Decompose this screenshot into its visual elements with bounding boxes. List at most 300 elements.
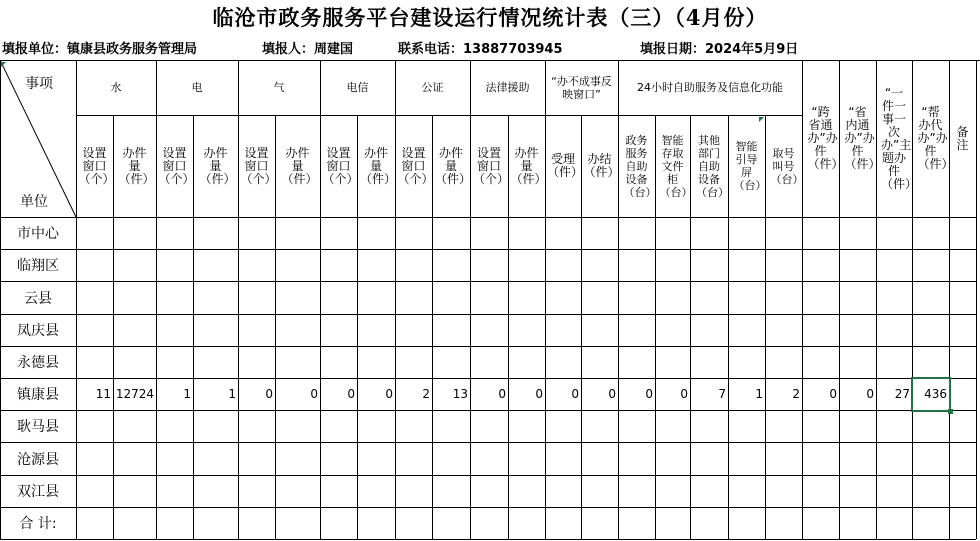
table-cell[interactable] [156,475,193,507]
sub-header-text: 设置窗口（个） [240,145,277,186]
table-cell[interactable] [655,249,690,281]
table-cell[interactable]: 2 [792,387,800,401]
table-cell[interactable] [690,442,728,475]
table-cell[interactable] [802,281,839,314]
table-cell[interactable] [238,410,275,442]
table-cell[interactable] [765,217,802,249]
table-cell[interactable] [802,346,839,378]
table-cell[interactable] [470,314,508,346]
table-cell[interactable]: 11 [95,387,111,401]
table-cell[interactable] [193,217,238,249]
table-cell[interactable] [728,217,765,249]
table-cell[interactable] [876,346,912,378]
table-cell[interactable] [76,217,113,249]
table-cell[interactable] [508,442,545,475]
table-cell[interactable] [395,442,432,475]
group-header: “办不成事反映窗口” [551,74,612,101]
table-cell[interactable] [432,346,470,378]
table-cell[interactable]: 0 [310,387,318,401]
table-cell[interactable] [912,346,949,378]
table-cell[interactable] [765,281,802,314]
table-cell[interactable] [76,314,113,346]
table-cell[interactable] [76,346,113,378]
table-cell[interactable] [508,217,545,249]
table-cell[interactable] [802,249,839,281]
table-cell[interactable] [690,475,728,507]
group-header: 气 [273,81,285,94]
sub-header [156,115,193,217]
table-cell[interactable] [802,507,839,539]
table-cell[interactable] [581,314,618,346]
table-cell[interactable] [728,507,765,539]
table-cell[interactable] [655,507,690,539]
sub-header [655,115,693,217]
table-cell[interactable] [275,475,320,507]
table-cell[interactable] [238,507,275,539]
table-cell[interactable]: 27 [894,387,910,401]
table-cell[interactable] [395,314,432,346]
table-cell[interactable] [690,281,728,314]
table-cell[interactable] [728,314,765,346]
table-cell[interactable] [395,281,432,314]
table-cell[interactable] [545,410,581,442]
table-cell[interactable] [690,217,728,249]
table-cell[interactable] [508,410,545,442]
group-header: 电 [191,81,203,94]
table-cell[interactable] [156,249,193,281]
table-cell[interactable] [113,281,156,314]
table-cell[interactable] [876,217,912,249]
table-cell[interactable] [320,410,357,442]
table-cell[interactable] [193,249,238,281]
table-cell[interactable] [839,442,876,475]
table-cell[interactable] [690,507,728,539]
sub-header-text: 办件量（件） [281,145,318,186]
table-cell[interactable] [912,475,949,507]
sub-header [508,115,545,217]
table-cell[interactable] [949,378,976,410]
table-cell[interactable] [76,410,113,442]
table-cell[interactable] [949,442,976,475]
table-cell[interactable] [113,442,156,475]
table-cell[interactable] [320,346,357,378]
table-cell[interactable] [193,346,238,378]
sub-header-text: 智能引导屏（台） [733,140,767,192]
table-cell[interactable]: 7 [718,387,726,401]
table-cell[interactable] [802,217,839,249]
table-cell[interactable] [357,475,395,507]
table-cell[interactable]: 1 [755,387,763,401]
table-cell[interactable] [470,410,508,442]
table-cell[interactable]: 0 [571,387,579,401]
table-cell[interactable] [470,475,508,507]
sub-header [395,115,432,217]
table-cell[interactable] [156,314,193,346]
table-cell[interactable] [581,249,618,281]
table-cell[interactable] [156,507,193,539]
table-cell[interactable] [765,410,802,442]
table-cell[interactable] [728,281,765,314]
row-label: 临翔区 [17,258,59,274]
row-label: 凤庆县 [17,323,59,339]
table-cell[interactable] [470,281,508,314]
table-cell[interactable] [618,410,655,442]
table-cell[interactable] [357,507,395,539]
table-cell[interactable] [508,507,545,539]
table-cell[interactable]: 0 [385,387,393,401]
group-header: 24小时自助服务及信息化功能 [637,81,783,94]
table-cell[interactable]: 1 [228,387,236,401]
sub-header-text: 其他部门自助设备（台） [696,133,729,199]
sub-header [238,115,275,217]
table-cell[interactable] [395,249,432,281]
table-cell[interactable] [912,314,949,346]
table-cell[interactable] [113,249,156,281]
table-cell[interactable] [839,346,876,378]
table-cell[interactable] [802,410,839,442]
table-cell[interactable]: 0 [680,387,688,401]
table-cell[interactable] [113,410,156,442]
single-header-text: “跨省通办”办件（件） [807,105,844,171]
table-cell[interactable] [432,249,470,281]
sub-header [357,115,395,217]
table-cell[interactable] [113,346,156,378]
table-cell[interactable] [470,507,508,539]
table-cell[interactable] [320,314,357,346]
table-cell[interactable] [395,217,432,249]
table-cell[interactable] [113,475,156,507]
corner-label-unit: 单位 [20,194,48,210]
table-cell[interactable] [470,346,508,378]
table-cell[interactable] [275,217,320,249]
table-cell[interactable] [545,442,581,475]
sub-header [765,115,802,217]
comment-indicator-icon [1,62,6,67]
table-cell[interactable]: 0 [829,387,837,401]
table-cell[interactable] [765,475,802,507]
single-header [839,60,881,217]
table-cell[interactable] [76,442,113,475]
table-cell[interactable] [802,314,839,346]
table-cell[interactable] [690,314,728,346]
table-cell[interactable] [470,249,508,281]
table-cell[interactable] [618,281,655,314]
filing-date: 填报日期：2024年5月9日 [640,42,799,57]
table-cell[interactable] [156,217,193,249]
table-cell[interactable] [912,507,949,539]
table-cell[interactable] [545,281,581,314]
single-header-text: 备注 [956,124,969,152]
sub-header [728,115,765,217]
table-cell[interactable] [432,281,470,314]
table-cell[interactable] [320,281,357,314]
table-cell[interactable] [113,314,156,346]
table-cell[interactable] [618,507,655,539]
table-cell[interactable]: 0 [498,387,506,401]
sub-header-text: 办件量（件） [510,145,547,186]
table-cell[interactable] [357,217,395,249]
group-header: 电信 [346,81,369,94]
table-cell[interactable] [193,281,238,314]
table-cell[interactable] [949,346,976,378]
statistics-table [0,60,980,541]
table-cell[interactable] [508,475,545,507]
table-cell[interactable] [618,217,655,249]
table-cell[interactable] [581,217,618,249]
table-cell[interactable] [113,217,156,249]
table-cell[interactable] [275,314,320,346]
table-cell[interactable] [545,249,581,281]
filing-unit: 填报单位：镇康县政务服务管理局 [2,42,198,57]
table-cell[interactable]: 0 [608,387,616,401]
sub-header [470,115,508,217]
row-label: 永德县 [17,355,59,371]
table-cell[interactable] [949,217,976,249]
table-cell[interactable] [618,249,655,281]
table-cell[interactable]: 13 [452,387,468,401]
table-cell[interactable] [728,249,765,281]
table-cell[interactable] [113,507,156,539]
comment-indicator-icon [759,117,764,122]
filing-person: 填报人：周建国 [262,42,354,57]
table-cell[interactable]: 1 [183,387,191,401]
sub-header [193,115,238,217]
table-cell[interactable]: 2 [422,387,430,401]
table-cell[interactable] [949,249,976,281]
table-cell[interactable] [320,442,357,475]
table-cell[interactable] [581,442,618,475]
table-cell[interactable] [76,281,113,314]
table-cell[interactable] [765,507,802,539]
sub-header-text: 设置窗口（个） [158,145,195,186]
table-cell[interactable] [618,346,655,378]
single-header [912,60,954,217]
table-cell[interactable] [193,314,238,346]
table-cell[interactable] [432,475,470,507]
single-header-text: “一件一事一次办”主题办件（件） [881,85,918,191]
table-cell[interactable] [238,442,275,475]
table-cell[interactable] [156,346,193,378]
table-cell[interactable] [690,346,728,378]
table-cell[interactable] [949,475,976,507]
sub-header [320,115,357,217]
table-cell[interactable] [357,442,395,475]
table-cell[interactable] [912,217,949,249]
table-cell[interactable] [876,281,912,314]
table-cell[interactable] [655,346,690,378]
sub-header [432,115,470,217]
table-cell[interactable] [320,507,357,539]
table-cell[interactable] [949,410,976,442]
table-cell[interactable] [765,442,802,475]
table-cell[interactable] [545,217,581,249]
table-cell[interactable] [432,442,470,475]
table-cell[interactable]: 12724 [115,387,154,401]
table-cell[interactable] [912,249,949,281]
table-cell[interactable] [76,507,113,539]
table-cell[interactable] [802,442,839,475]
table-cell[interactable] [432,314,470,346]
table-cell[interactable] [275,346,320,378]
table-cell[interactable] [655,314,690,346]
table-cell[interactable] [238,475,275,507]
single-header [802,60,844,217]
table-cell[interactable] [581,475,618,507]
table-cell[interactable] [238,314,275,346]
table-cell[interactable] [357,281,395,314]
table-cell[interactable] [728,346,765,378]
table-cell[interactable] [432,217,470,249]
table-cell[interactable] [320,249,357,281]
sub-header [618,115,655,217]
table-cell[interactable] [357,314,395,346]
table-cell[interactable]: 0 [535,387,543,401]
sub-header-text: 办结（件） [583,152,620,179]
table-cell[interactable] [655,217,690,249]
table-cell[interactable] [545,507,581,539]
sub-header-text: 智能存取文件柜（台） [659,133,693,199]
table-cell[interactable] [839,475,876,507]
group-header: 水 [110,81,122,94]
table-cell[interactable] [193,410,238,442]
sub-header-text: 办件量（件） [435,145,472,186]
table-cell[interactable] [618,442,655,475]
table-cell[interactable] [193,442,238,475]
table-cell[interactable] [581,410,618,442]
sub-header-text: 政务服务自助设备（台） [623,133,657,199]
table-cell[interactable] [655,475,690,507]
row-label: 镇康县 [17,387,59,403]
table-cell[interactable] [876,442,912,475]
table-cell[interactable] [912,281,949,314]
table-cell[interactable] [508,314,545,346]
table-cell[interactable] [320,217,357,249]
table-cell[interactable] [320,475,357,507]
table-cell[interactable] [156,410,193,442]
table-cell[interactable] [655,281,690,314]
table-cell[interactable] [690,249,728,281]
table-cell[interactable] [618,475,655,507]
table-cell[interactable] [765,314,802,346]
table-cell[interactable]: 0 [265,387,273,401]
table-cell[interactable] [238,281,275,314]
sub-header [581,115,618,217]
table-cell[interactable] [839,314,876,346]
table-cell[interactable]: 0 [866,387,874,401]
table-cell[interactable] [581,346,618,378]
table-cell[interactable] [545,475,581,507]
sub-header-text: 办件量（件） [118,145,155,186]
group-header: 公证 [421,81,444,94]
table-cell[interactable] [275,281,320,314]
table-cell[interactable] [395,507,432,539]
table-cell[interactable] [618,314,655,346]
table-cell[interactable] [912,442,949,475]
table-cell[interactable] [508,249,545,281]
table-cell[interactable] [357,410,395,442]
table-cell[interactable] [193,507,238,539]
table-cell[interactable] [876,410,912,442]
table-cell[interactable] [76,475,113,507]
sub-header-text: 办件量（件） [360,145,397,186]
table-cell[interactable] [765,249,802,281]
row-label: 云县 [24,290,52,307]
table-cell[interactable] [545,346,581,378]
table-cell[interactable] [238,346,275,378]
table-cell[interactable] [839,507,876,539]
table-cell[interactable] [275,249,320,281]
table-cell[interactable] [395,475,432,507]
table-cell[interactable] [193,475,238,507]
single-header [949,60,976,217]
table-cell[interactable] [470,217,508,249]
table-cell[interactable] [690,410,728,442]
table-cell[interactable] [470,442,508,475]
table-cell[interactable] [395,410,432,442]
table-cell[interactable] [765,346,802,378]
table-cell[interactable] [839,249,876,281]
table-cell[interactable] [839,281,876,314]
table-cell[interactable] [876,249,912,281]
table-cell[interactable] [802,475,839,507]
table-cell[interactable] [238,249,275,281]
table-cell[interactable]: 0 [347,387,355,401]
table-cell[interactable] [949,281,976,314]
table-cell[interactable] [508,346,545,378]
table-cell[interactable] [545,314,581,346]
sheet-title: 临沧市政务服务平台建设运行情况统计表（三）（4月份） [212,5,768,30]
table-cell[interactable] [432,507,470,539]
table-cell[interactable] [238,217,275,249]
table-cell[interactable] [949,507,976,539]
table-cell[interactable] [949,314,976,346]
sub-header [545,115,584,217]
table-cell[interactable] [581,507,618,539]
table-cell[interactable] [156,442,193,475]
table-cell[interactable] [912,410,949,442]
row-label: 合 计: [19,516,57,532]
table-cell[interactable]: 0 [645,387,653,401]
contact-phone: 联系电话：13887703945 [398,42,563,57]
table-cell[interactable] [876,314,912,346]
table-cell[interactable] [839,410,876,442]
table-cell[interactable] [655,442,690,475]
table-cell[interactable] [357,346,395,378]
table-cell[interactable] [275,442,320,475]
table-cell[interactable] [156,281,193,314]
fill-handle[interactable] [948,409,953,414]
table-cell[interactable] [728,410,765,442]
table-cell[interactable] [395,346,432,378]
sub-header-text: 受理（件） [547,152,584,179]
table-cell[interactable] [728,442,765,475]
table-cell[interactable] [76,249,113,281]
table-cell[interactable] [876,475,912,507]
single-header [876,60,918,217]
table-cell[interactable] [508,281,545,314]
table-cell[interactable]: 436 [924,387,947,401]
table-cell[interactable] [432,410,470,442]
table-cell[interactable] [357,249,395,281]
table-cell[interactable] [275,410,320,442]
row-label: 市中心 [17,226,59,242]
table-cell[interactable] [275,507,320,539]
table-cell[interactable] [581,281,618,314]
table-cell[interactable] [728,475,765,507]
table-cell[interactable] [655,410,690,442]
table-cell[interactable] [876,507,912,539]
table-cell[interactable] [839,217,876,249]
